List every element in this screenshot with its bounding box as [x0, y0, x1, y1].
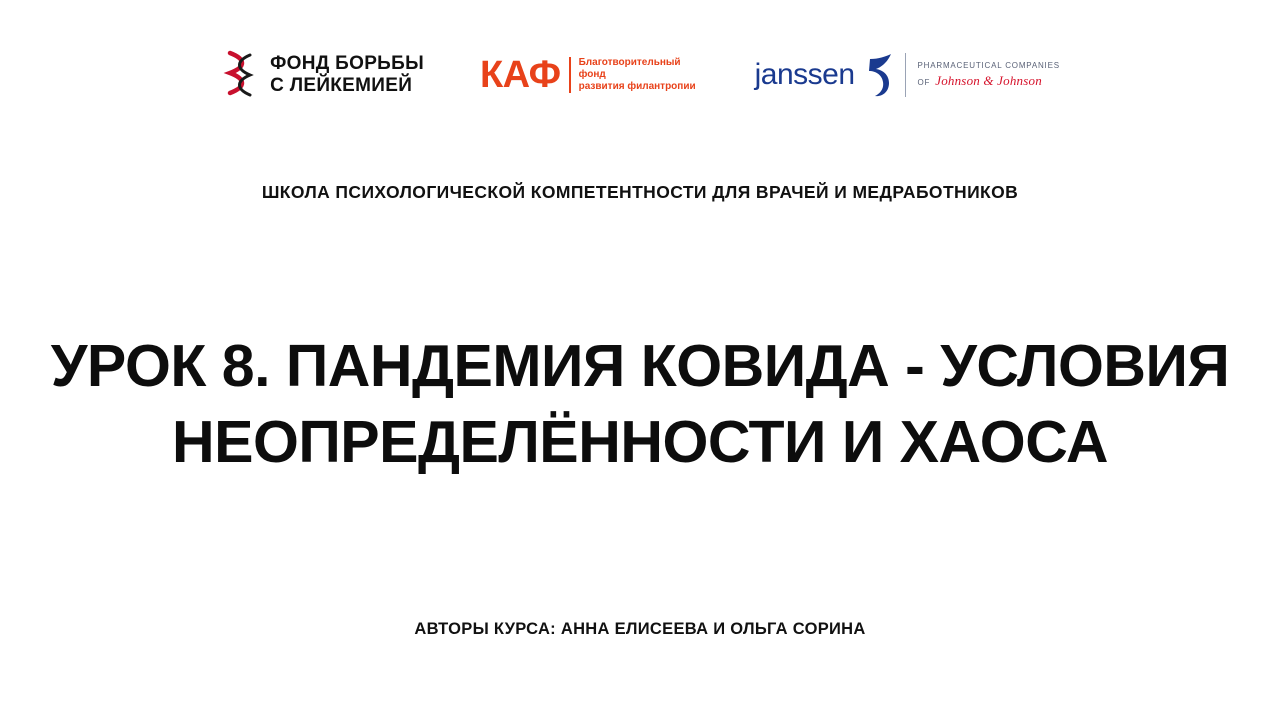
logo-janssen: [755, 53, 1060, 97]
leukemia-ribbon-icon: [220, 49, 260, 101]
logo-leukemia-fund-line1: ФОНД БОРЬБЫ: [270, 53, 424, 74]
logo-leukemia-fund-line2: С ЛЕЙКЕМИЕЙ: [270, 75, 413, 96]
page-title: УРОК 8. ПАНДЕМИЯ КОВИДА - УСЛОВИЯ НЕОПРЕДЕЛЁННОСТИ И ХАОСА: [50, 332, 1230, 475]
logo-johnson-johnson-script: Johnson & Johnson: [935, 73, 1042, 88]
logo-janssen-divider: [905, 53, 906, 97]
logo-strip: [0, 40, 1280, 110]
course-subtitle: ШКОЛА ПСИХОЛОГИЧЕСКОЙ КОМПЕТЕНТНОСТИ ДЛЯ ВРАЧЕЙ И МЕДРАБОТНИКОВ: [261, 182, 1019, 202]
janssen-flame-icon: [867, 53, 893, 97]
logo-caf-subtitle: [579, 57, 699, 93]
logo-leukemia-fund-text: [270, 53, 424, 97]
logo-caf-subtitle-line2: развития филантропии: [578, 81, 696, 92]
logo-leukemia-fund: [220, 49, 424, 101]
logo-janssen-wordmark: janssen: [754, 58, 855, 91]
logo-caf-wordmark: КАФ: [479, 54, 561, 96]
logo-caf-divider: [569, 57, 571, 93]
logo-janssen-company-line: PHARMACEUTICAL COMPANIES: [917, 61, 1060, 70]
logo-caf: [480, 56, 699, 94]
course-authors: АВТОРЫ КУРСА: АННА ЕЛИСЕЕВА И ОЛЬГА СОРИНА: [414, 620, 866, 638]
logo-caf-subtitle-line1: Благотворительный фонд: [578, 57, 681, 80]
logo-johnson-johnson: [918, 61, 1060, 89]
logo-janssen-of-label: OF: [917, 78, 931, 87]
